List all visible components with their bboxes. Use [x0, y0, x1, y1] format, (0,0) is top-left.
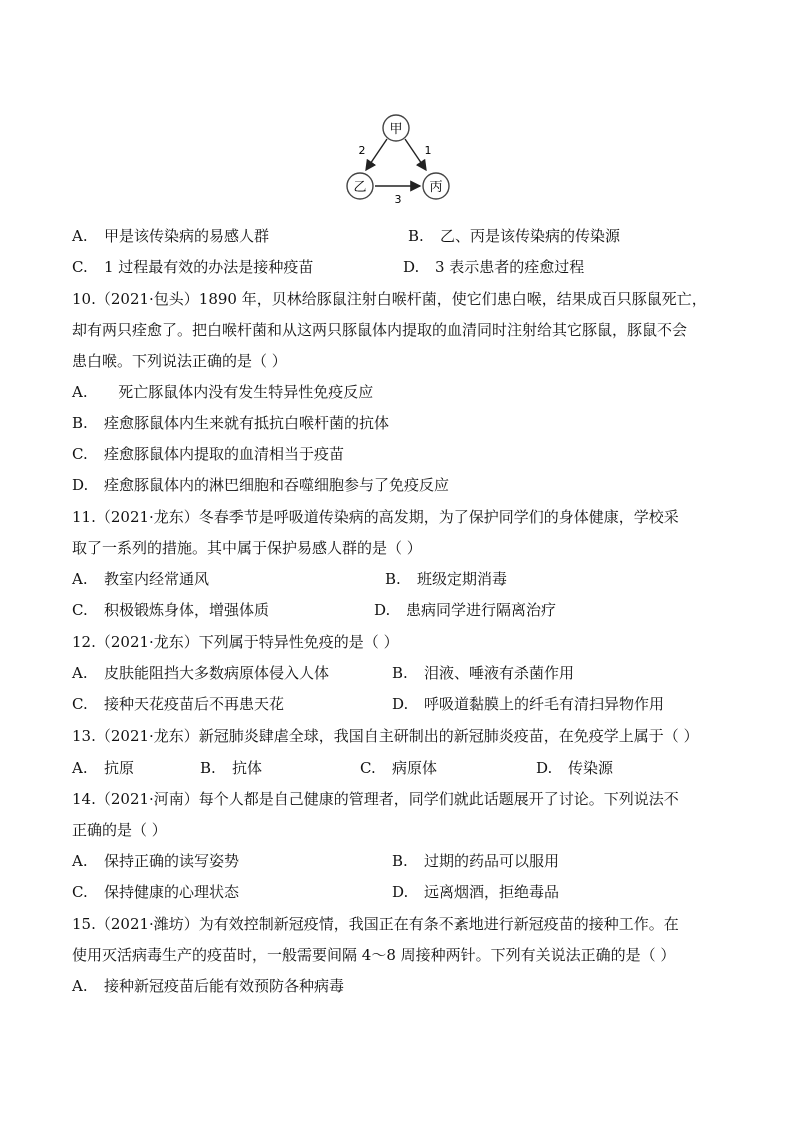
option-text: 甲是该传染病的易感人群: [104, 227, 270, 245]
option-text: 患病同学进行隔离治疗: [406, 601, 557, 619]
q14-option-d[interactable]: [392, 882, 559, 902]
option-label: A.: [72, 383, 88, 401]
edge-top-left-label: 2: [358, 144, 366, 157]
option-text: 教室内经常通风: [104, 570, 210, 588]
option-label: A.: [72, 977, 88, 995]
option-text: 接种天花疫苗后不再患天花: [104, 695, 285, 713]
q12-option-c[interactable]: [72, 694, 284, 714]
option-text: 过期的药品可以服用: [424, 852, 560, 870]
option-label: C.: [72, 258, 88, 276]
q13-option-b[interactable]: [200, 758, 262, 778]
option-text: 死亡豚鼠体内没有发生特异性免疫反应: [104, 383, 374, 401]
option-label: D.: [392, 695, 409, 713]
transmission-diagram: [340, 110, 460, 210]
option-label: A.: [72, 664, 88, 682]
option-text: 远离烟酒，拒绝毒品: [424, 883, 560, 901]
option-text: 痊愈豚鼠体内提取的血清相当于疫苗: [104, 445, 345, 463]
option-label: D.: [392, 883, 409, 901]
q9-option-c[interactable]: [72, 257, 313, 277]
q10-option-d[interactable]: [72, 475, 449, 495]
option-label: C.: [360, 759, 376, 777]
q13-option-c[interactable]: [360, 758, 437, 778]
q10-stem-line: 患白喉。下列说法正确的是（ ）: [72, 352, 287, 370]
option-text: 痊愈豚鼠体内的淋巴细胞和吞噬细胞参与了免疫反应: [104, 476, 450, 494]
option-text: 呼吸道黏膜上的纤毛有清扫异物作用: [424, 695, 665, 713]
q14-option-a[interactable]: [72, 851, 239, 871]
edge-top-right-label: 1: [424, 144, 432, 157]
option-label: C.: [72, 695, 88, 713]
q10-stem-line: 10.（2021·包头）1890 年，贝林给豚鼠注射白喉杆菌，使它们患白喉，结果成百只豚鼠死亡，: [72, 290, 707, 308]
option-label: B.: [385, 570, 401, 588]
option-label: D.: [72, 476, 89, 494]
q15-stem-line: 使用灭活病毒生产的疫苗时，一般需要间隔 4～8 周接种两针。下列有关说法正确的是（ ）: [72, 946, 676, 964]
node-left-label: 乙: [353, 180, 367, 195]
q12-option-b[interactable]: [392, 663, 574, 683]
option-label: B.: [392, 852, 408, 870]
q10-option-c[interactable]: [72, 444, 344, 464]
option-text: 传染源: [568, 759, 614, 777]
option-label: A.: [72, 227, 88, 245]
q15-stem-line: 15.（2021·潍坊）为有效控制新冠疫情，我国正在有条不紊地进行新冠疫苗的接种工作。在: [72, 915, 679, 933]
option-label: C.: [72, 445, 88, 463]
option-text: 班级定期消毒: [417, 570, 508, 588]
q12-stem-line: 12.（2021·龙东）下列属于特异性免疫的是（ ）: [72, 633, 399, 651]
option-label: B.: [408, 227, 424, 245]
option-text: 乙、丙是该传染病的传染源: [440, 227, 621, 245]
option-text: 3 表示患者的痊愈过程: [435, 258, 585, 276]
q10-option-a[interactable]: [72, 382, 373, 402]
option-label: A.: [72, 759, 88, 777]
option-text: 皮肤能阻挡大多数病原体侵入人体: [104, 664, 330, 682]
option-text: 抗原: [104, 759, 135, 777]
option-text: 1 过程最有效的办法是接种疫苗: [104, 258, 314, 276]
q11-option-d[interactable]: [374, 600, 556, 620]
q10-option-b[interactable]: [72, 413, 389, 433]
q9-option-a[interactable]: [72, 226, 269, 246]
edge-top-right: [405, 139, 426, 170]
option-label: A.: [72, 570, 88, 588]
q14-stem-line: 14.（2021·河南）每个人都是自己健康的管理者，同学们就此话题展开了讨论。下列说法不: [72, 790, 679, 808]
q9-option-d[interactable]: [403, 257, 584, 277]
q14-stem-line: 正确的是（ ）: [72, 821, 167, 839]
option-text: 泪液、唾液有杀菌作用: [424, 664, 575, 682]
option-text: 抗体: [232, 759, 263, 777]
option-label: C.: [72, 883, 88, 901]
option-label: D.: [403, 258, 420, 276]
node-top-label: 甲: [389, 122, 403, 137]
node-right-label: 丙: [429, 180, 443, 195]
option-label: A.: [72, 852, 88, 870]
option-label: B.: [392, 664, 408, 682]
q14-option-b[interactable]: [392, 851, 559, 871]
option-text: 保持正确的读写姿势: [104, 852, 240, 870]
q11-option-b[interactable]: [385, 569, 507, 589]
q15-option-a[interactable]: [72, 976, 344, 996]
q13-stem-line: 13.（2021·龙东）新冠肺炎肆虐全球，我国自主研制出的新冠肺炎疫苗，在免疫学上属于（ ）: [72, 727, 699, 745]
edge-bottom-label: 3: [394, 193, 402, 206]
option-text: 保持健康的心理状态: [104, 883, 240, 901]
q13-option-d[interactable]: [536, 758, 613, 778]
option-label: B.: [72, 414, 88, 432]
option-text: 病原体: [392, 759, 438, 777]
q13-option-a[interactable]: [72, 758, 134, 778]
option-text: 痊愈豚鼠体内生来就有抵抗白喉杆菌的抗体: [104, 414, 390, 432]
q11-stem-line: 11.（2021·龙东）冬春季节是呼吸道传染病的高发期，为了保护同学们的身体健康，学校采: [72, 508, 679, 526]
q12-option-d[interactable]: [392, 694, 664, 714]
q9-option-b[interactable]: [408, 226, 620, 246]
option-label: D.: [536, 759, 553, 777]
option-label: B.: [200, 759, 216, 777]
q12-option-a[interactable]: [72, 663, 329, 683]
q14-option-c[interactable]: [72, 882, 239, 902]
q11-option-a[interactable]: [72, 569, 209, 589]
option-text: 积极锻炼身体，增强体质: [104, 601, 270, 619]
edge-top-left: [366, 139, 387, 170]
option-text: 接种新冠疫苗后能有效预防各种病毒: [104, 977, 345, 995]
option-label: D.: [374, 601, 391, 619]
option-label: C.: [72, 601, 88, 619]
q11-option-c[interactable]: [72, 600, 269, 620]
q10-stem-line: 却有两只痊愈了。把白喉杆菌和从这两只豚鼠体内提取的血清同时注射给其它豚鼠，豚鼠不会: [72, 321, 688, 339]
q11-stem-line: 取了一系列的措施。其中属于保护易感人群的是（ ）: [72, 539, 422, 557]
